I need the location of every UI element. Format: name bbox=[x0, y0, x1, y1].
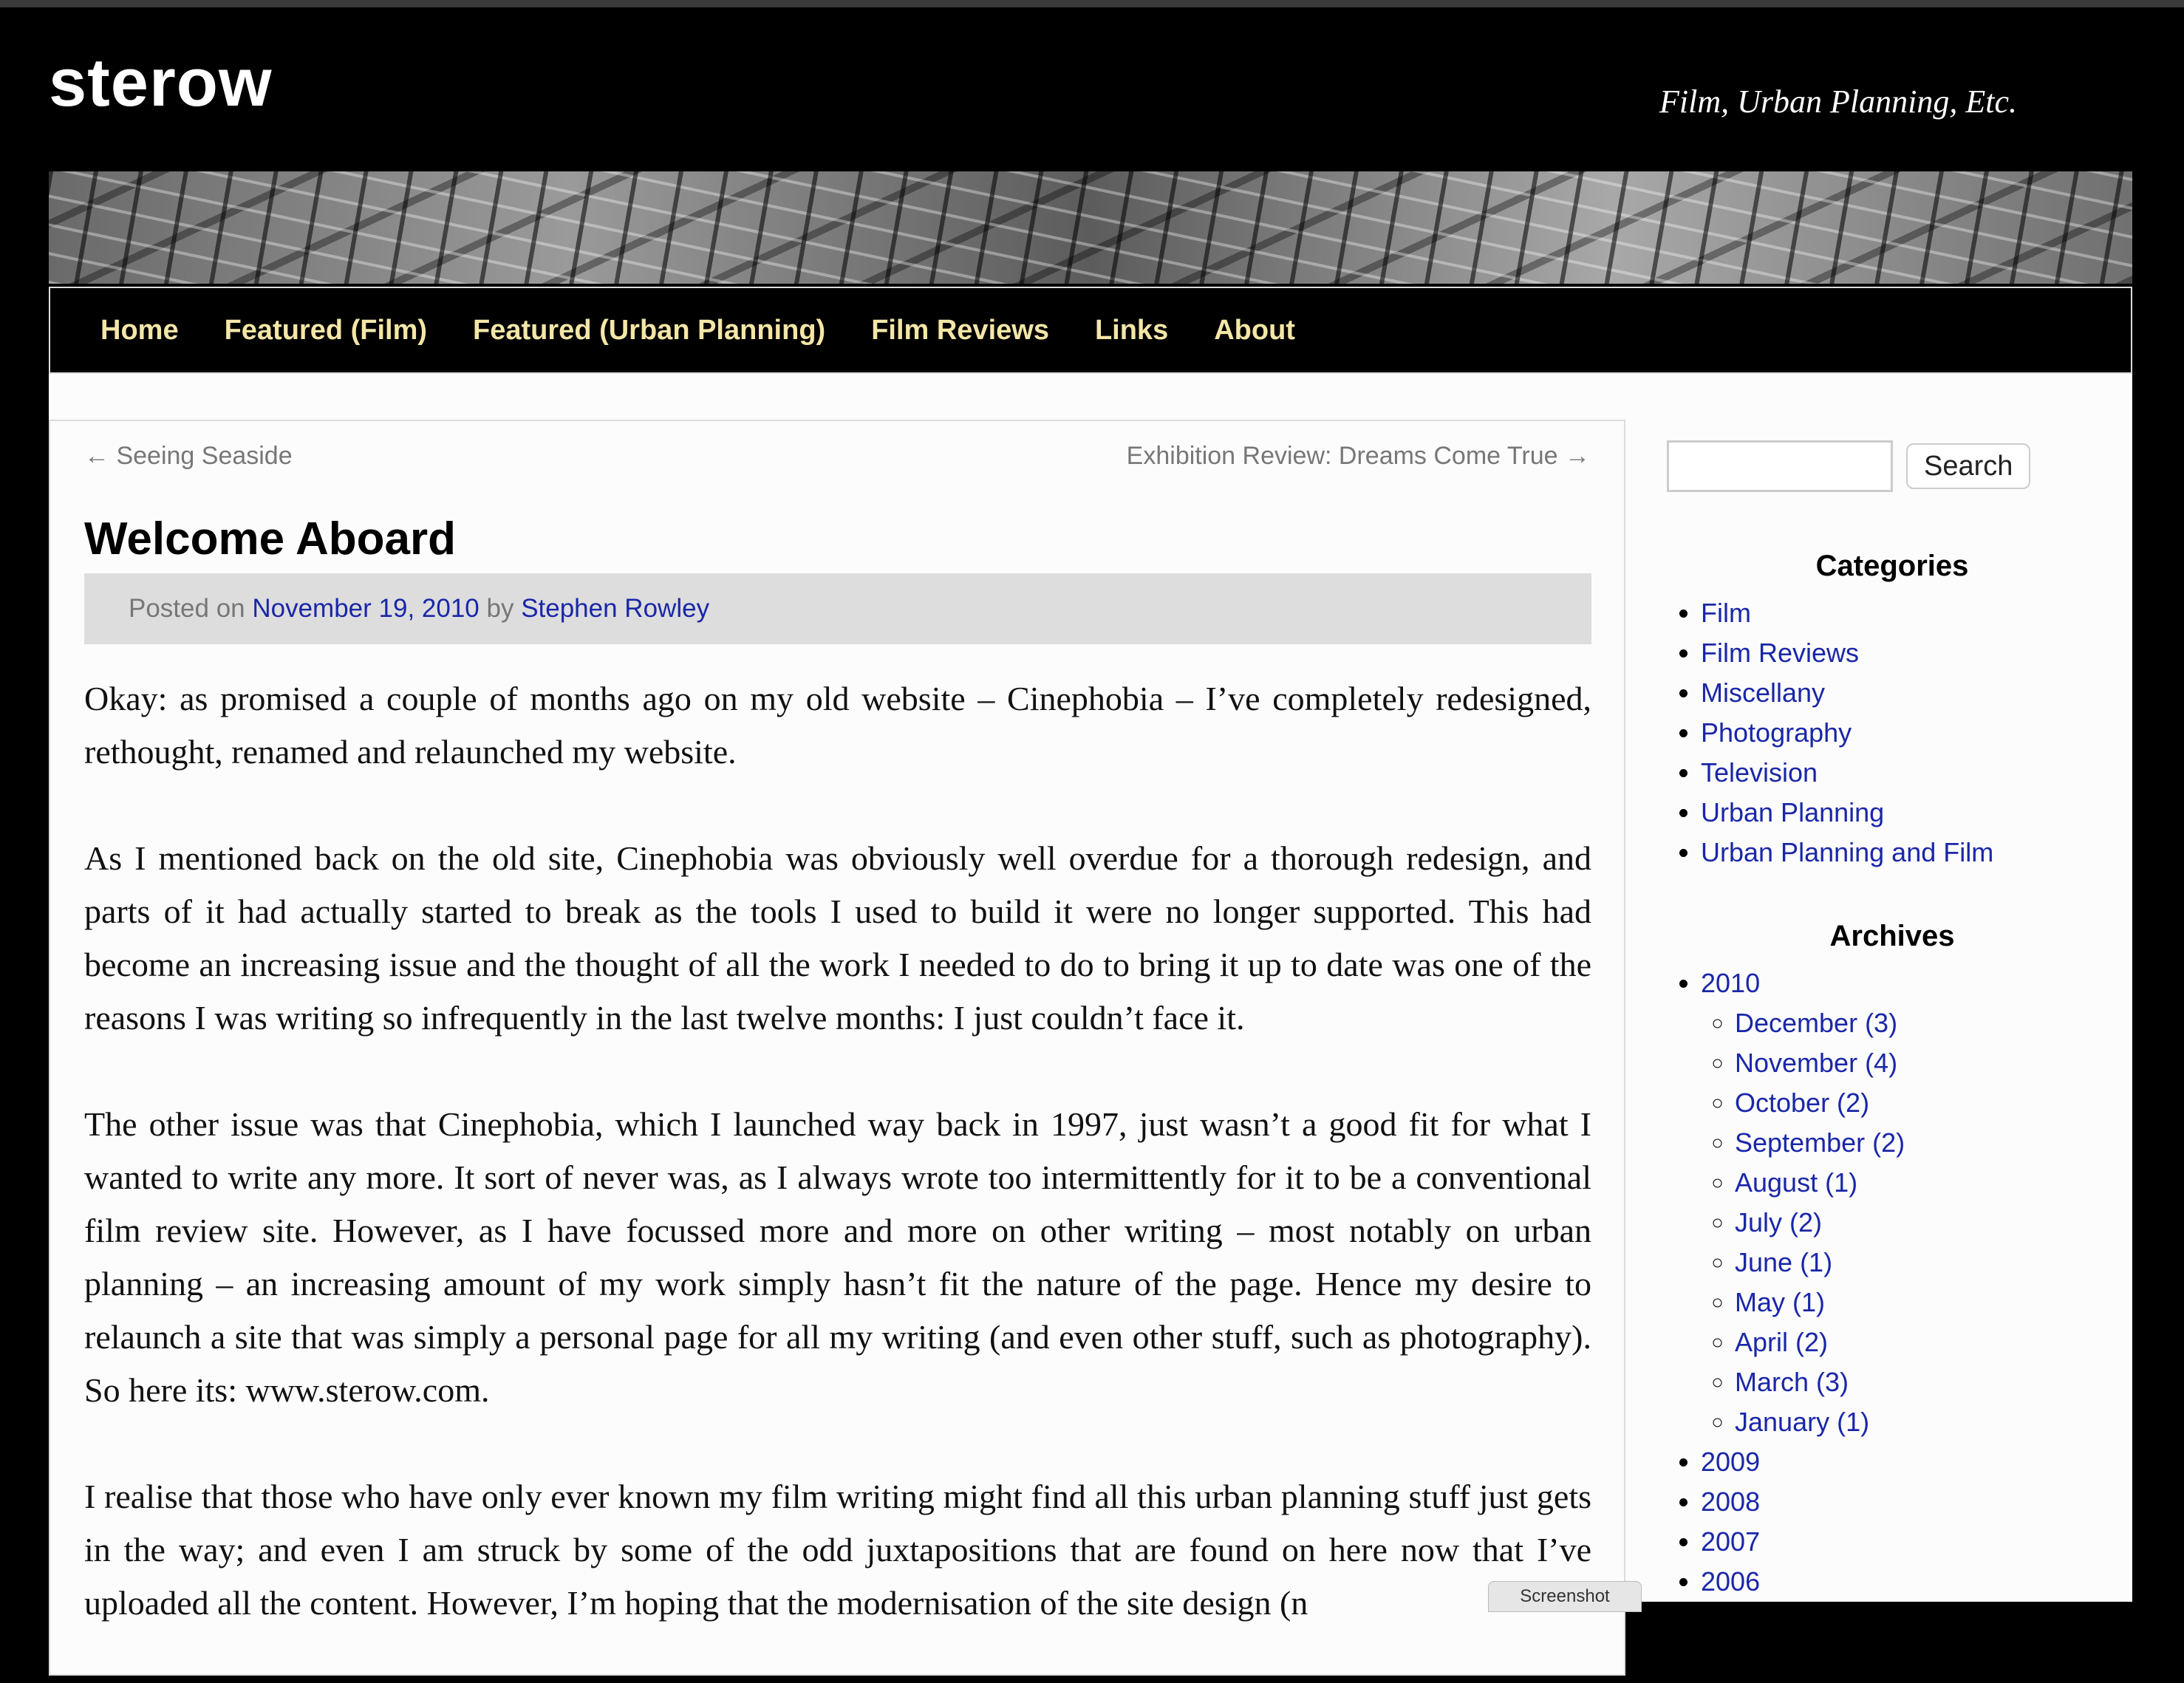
archive-month-link[interactable]: August (1) bbox=[1735, 1167, 1858, 1198]
nav-featured-film[interactable]: Featured (Film) bbox=[224, 314, 428, 346]
by-label: by bbox=[479, 594, 522, 623]
search-form bbox=[1667, 440, 2118, 492]
list-item bbox=[1735, 1283, 2118, 1322]
archive-year-2007[interactable]: 2007 bbox=[1701, 1526, 1761, 1557]
list-item bbox=[1701, 673, 2118, 713]
list-item bbox=[1735, 1322, 2118, 1362]
list-item bbox=[1701, 833, 2118, 873]
prev-post-link[interactable]: ← Seeing Seaside bbox=[84, 442, 293, 470]
archive-month-link[interactable]: January (1) bbox=[1735, 1407, 1870, 1437]
archive-month-link[interactable]: November (4) bbox=[1735, 1048, 1898, 1078]
entry-author-link[interactable]: Stephen Rowley bbox=[521, 594, 710, 623]
categories-widget bbox=[1667, 550, 2118, 873]
category-link-film[interactable]: Film bbox=[1701, 598, 1751, 628]
post-content-area bbox=[49, 420, 1625, 1676]
list-item bbox=[1735, 1003, 2118, 1043]
site-title[interactable]: sterow bbox=[49, 45, 273, 120]
category-link-television[interactable]: Television bbox=[1701, 757, 1818, 788]
nav-links[interactable]: Links bbox=[1094, 314, 1169, 346]
site-tagline: Film, Urban Planning, Etc. bbox=[1659, 83, 2017, 120]
header-banner-image bbox=[49, 171, 2132, 284]
category-link-urban-planning[interactable]: Urban Planning bbox=[1701, 797, 1885, 827]
archive-month-link[interactable]: October (2) bbox=[1735, 1088, 1870, 1118]
category-link-photography[interactable]: Photography bbox=[1701, 717, 1852, 748]
posted-on-label: Posted on bbox=[129, 594, 253, 623]
archive-month-link[interactable]: June (1) bbox=[1735, 1247, 1833, 1277]
archive-month-link[interactable]: March (3) bbox=[1735, 1367, 1849, 1397]
list-item bbox=[1735, 1163, 2118, 1203]
category-link-film-reviews[interactable]: Film Reviews bbox=[1701, 638, 1860, 668]
list-item bbox=[1735, 1243, 2118, 1283]
entry-title: Welcome Aboard bbox=[84, 513, 456, 564]
archive-month-link[interactable]: December (3) bbox=[1735, 1008, 1898, 1038]
entry-paragraph: I realise that those who have only ever known my film writing might find all this urban planning stuff just gets in the way; and even I am struck by some of the odd juxtapositions that are found on here now that I’ve uploaded all the content. However, I’m hoping that the modernisation of the site design (n bbox=[84, 1478, 1591, 1622]
list-item bbox=[1701, 1522, 2118, 1562]
list-item bbox=[1701, 1442, 2118, 1482]
nav-film-reviews[interactable]: Film Reviews bbox=[871, 314, 1049, 346]
list-item bbox=[1735, 1362, 2118, 1402]
archive-month-link[interactable]: May (1) bbox=[1735, 1287, 1826, 1317]
archive-year-2006[interactable]: 2006 bbox=[1701, 1566, 1761, 1597]
entry-paragraph: Okay: as promised a couple of months ago on my old website – Cinephobia – I’ve completely redesigned, rethought, renamed and relaunched my website. bbox=[84, 680, 1591, 771]
list-item bbox=[1701, 793, 2118, 833]
list-item bbox=[1701, 963, 2118, 1442]
screenshot-tab[interactable]: Screenshot bbox=[1488, 1581, 1642, 1612]
list-item bbox=[1701, 713, 2118, 753]
list-item bbox=[1735, 1203, 2118, 1243]
archives-title: Archives bbox=[1829, 920, 1955, 952]
category-link-urban-planning-and-film[interactable]: Urban Planning and Film bbox=[1701, 837, 1994, 867]
list-item bbox=[1735, 1083, 2118, 1123]
categories-title: Categories bbox=[1815, 550, 1969, 582]
list-item bbox=[1735, 1123, 2118, 1163]
list-item bbox=[1701, 593, 2118, 633]
window-top-edge bbox=[0, 0, 2184, 7]
nav-about[interactable]: About bbox=[1214, 314, 1295, 346]
list-item bbox=[1735, 1402, 2118, 1442]
next-post-link[interactable]: Exhibition Review: Dreams Come True → bbox=[1126, 442, 1590, 470]
archive-month-link[interactable]: April (2) bbox=[1735, 1327, 1829, 1357]
archive-year-2010[interactable]: 2010 bbox=[1701, 968, 1761, 998]
page-body bbox=[49, 374, 2132, 1622]
archives-list bbox=[1667, 963, 2118, 1602]
sidebar bbox=[1667, 440, 2118, 1602]
category-link-miscellany[interactable]: Miscellany bbox=[1701, 677, 1826, 708]
archives-widget bbox=[1667, 920, 2118, 1602]
list-item bbox=[1701, 1482, 2118, 1522]
list-item bbox=[1735, 1043, 2118, 1083]
search-input[interactable] bbox=[1667, 440, 1893, 492]
list-item bbox=[1701, 1562, 2118, 1602]
archive-months-2010 bbox=[1701, 1003, 2118, 1442]
search-button[interactable]: Search bbox=[1906, 443, 2030, 489]
nav-featured-urban-planning[interactable]: Featured (Urban Planning) bbox=[473, 314, 826, 346]
nav-home[interactable]: Home bbox=[100, 314, 179, 346]
archive-year-2008[interactable]: 2008 bbox=[1701, 1486, 1761, 1517]
entry-date-link[interactable]: November 19, 2010 bbox=[252, 594, 480, 623]
entry-body bbox=[84, 672, 1591, 1683]
archive-year-2009[interactable]: 2009 bbox=[1701, 1447, 1761, 1477]
main-nav bbox=[49, 287, 2132, 374]
archive-month-link[interactable]: July (2) bbox=[1735, 1207, 1823, 1238]
list-item bbox=[1701, 753, 2118, 793]
entry-paragraph: The other issue was that Cinephobia, which I launched way back in 1997, just wasn’t a good fit for what I wanted to write any more. It sort of never was, as I always wrote too intermittently for it to be a conventional film review site. However, as I have focussed more and more on other writing – most notably on urban planning – an increasing amount of my work simply hasn’t fit the nature of the page. Hence my desire to relaunch a site that was simply a personal page for all my writing (and even other stuff, such as photography). So here its: www.sterow.com. bbox=[84, 1105, 1591, 1409]
list-item bbox=[1701, 633, 2118, 673]
archive-month-link[interactable]: September (2) bbox=[1735, 1127, 1905, 1158]
categories-list bbox=[1667, 593, 2118, 873]
entry-paragraph: As I mentioned back on the old site, Cinephobia was obviously well overdue for a thorough redesign, and parts of it had actually started to break as the tools I used to build it were no longer supported. This had become an increasing issue and the thought of all the work I needed to do to bring it up to date was one of the reasons I was writing so infrequently in the last twelve months: I just couldn’t face it. bbox=[84, 839, 1591, 1037]
entry-meta bbox=[84, 573, 1591, 644]
